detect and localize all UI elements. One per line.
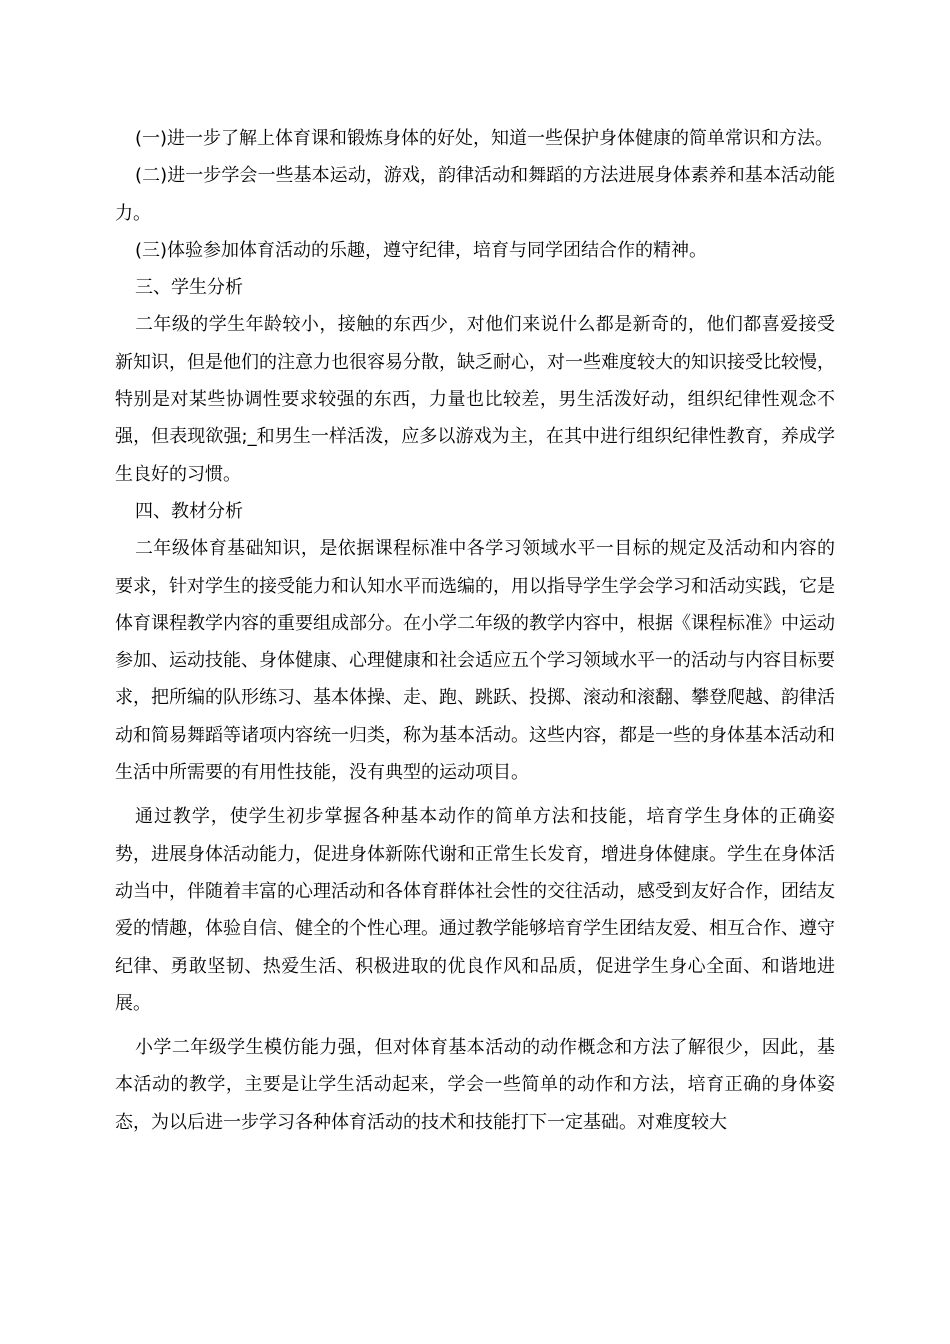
material-analysis-paragraph: 二年级体育基础知识，是依据课程标准中各学习领域水平一目标的规定及活动和内容的要求，针对学生的接受能力和认知水平而选编的，用以指导学生学会学习和活动实践，它是体育课程教学内容的重要组成部分。在小学二年级的教学内容中，根据《课程标准》中运动参加、运动技能、身体健康、心理健康和社会适应五个学习领域水平一的活动与内容目标要求，把所编的队形练习、基本体操、走、跑、跳跃、投掷、滚动和滚翻、攀登爬越、韵律活动和简易舞蹈等诸项内容统一归类，称为基本活动。这些内容，都是一些的身体基本活动和生活中所需要的有用性技能，没有典型的运动项目。 [115,538,835,784]
section-heading-student-analysis: 三、学生分析 [135,277,243,299]
objective-1-paragraph: (一)进一步了解上体育课和锻炼身体的好处，知道一些保护身体健康的简单常识和方法。 [135,128,834,149]
document-body [115,120,835,1141]
teaching-approach-paragraph: 小学二年级学生模仿能力强，但对体育基本活动的动作概念和方法了解很少，因此，基本活动的教学，主要是让学生活动起来，学会一些简单的动作和方法，培育正确的身体姿态，为以后进一步学习各种体育活动的技术和技能打下一定基础。对难度较大 [115,1037,835,1133]
section-heading-material-analysis: 四、教材分析 [135,500,243,522]
teaching-goals-paragraph: 通过教学，使学生初步掌握各种基本动作的简单方法和技能，培育学生身体的正确姿势，进展身体活动能力，促进身体新陈代谢和正常生长发育，增进身体健康。学生在身体活动当中，伴随着丰富的心理活动和各体育群体社会性的交往活动，感受到友好合作，团结友爱的情趣，体验自信、健全的个性心理。通过教学能够培育学生团结友爱、相互合作、遵守纪律、勇敢坚韧、热爱生活、积极进取的优良作风和品质，促进学生身心全面、和谐地进展。 [115,806,835,1014]
objective-3-paragraph: (三)体验参加体育活动的乐趣，遵守纪律，培育与同学团结合作的精神。 [135,239,708,261]
objective-2-paragraph: (二)进一步学会一些基本运动，游戏，韵律活动和舞蹈的方法进展身体素养和基本活动能力。 [115,165,835,224]
student-analysis-paragraph: 二年级的学生年龄较小，接触的东西少，对他们来说什么都是新奇的，他们都喜爱接受新知识，但是他们的注意力也很容易分散，缺乏耐心，对一些难度较大的知识接受比较慢，特别是对某些协调性要求较强的东西，力量也比较差，男生活泼好动，组织纪律性观念不强，但表现欲强;_和男生一样活泼，应多以游戏为主，在其中进行组织纪律性教育，养成学生良好的习惯。 [115,314,835,485]
